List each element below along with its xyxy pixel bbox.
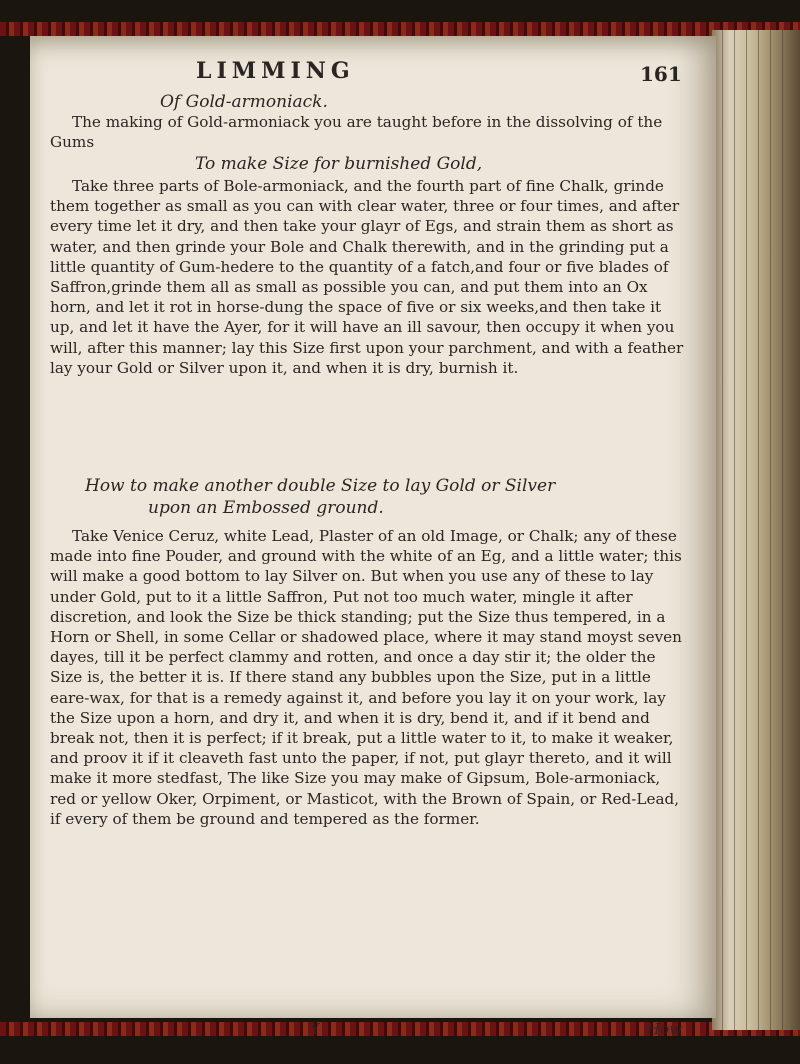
page-edges (712, 30, 800, 1030)
section1-heading: Of Gold-armoniack. (160, 92, 328, 112)
section2-heading: To make Size for burnished Gold, (195, 154, 483, 174)
section3-body (50, 526, 690, 829)
binding-top (0, 22, 800, 36)
section2-body (50, 176, 690, 378)
running-head: LIMMING (196, 58, 355, 84)
catchword: How (647, 1020, 682, 1038)
section3-paragraph: Take Venice Ceruz, white Lead, Plaster of an old Image, or Chalk; any of these made into fine Pouder, and ground with the white of an Eg, and a little water; this will make a good bottom to lay Silver on. But when you use any of these to lay under Gold, put to it a little Saffron, Put not too much water, mingle it after discretion, and look the Size be thick standing; put the Size thus tempered, in a Horn or Shell, in some Cellar or shadowed place, where it may stand moyst seven dayes, till it be perfect clammy and rotten, and once a day stir it; the older the Size is, the better it is. If there stand any bubbles upon the Size, put in a little eare-wax, for that is a remedy against it, and before you lay it on your work, lay the Size upon a horn, and dry it, and when it is dry, bend it, and if it bend and break not, then it is perfect; if it break, put a little water to it, to make it weaker, and proov it if it cleaveth fast unto the paper, if not, put glayr thereto, and it will make it more stedfast, The like Size you may make of Gipsum, Bole-armoniack, red or yellow Oker, Orpiment, or Masticot, with the Brown of Spain, or Red-Lead, if every of them be ground and tempered as the former. (50, 527, 682, 828)
section3-heading-line2: upon an Embossed ground. (148, 498, 384, 518)
section1-paragraph: The making of Gold-armoniack you are taught before in the dissolving of the Gums (50, 113, 663, 152)
section1-body (50, 112, 690, 152)
section2-paragraph: Take three parts of Bole-armoniack, and the fourth part of fine Chalk, grinde them together as small as you can with clear water, three or four times, and after every time let it dry, and then take your glayr of Egs, and strain them as short as water, and then grinde your Bole and Chalk therewith, and in the grinding put a little quantity of Gum-hedere to the quantity of a fatch,and four or five blades of Saffron,grinde them all as small as possible you can, and put them into an Ox horn, and let it rot in horse-dung the space of five or six weeks,and then take it up, and let it have the Ayer, for it will have an ill savour, then occupy it when you will, after this manner; lay this Size first upon your parchment, and with a feather lay your Gold or Silver upon it, and when it is dry, burnish it. (50, 177, 684, 377)
signature-mark: Y (310, 1020, 320, 1038)
page-number: 161 (640, 62, 682, 86)
section3-heading-line1: How to make another double Size to lay Gold or Silver (85, 476, 556, 496)
